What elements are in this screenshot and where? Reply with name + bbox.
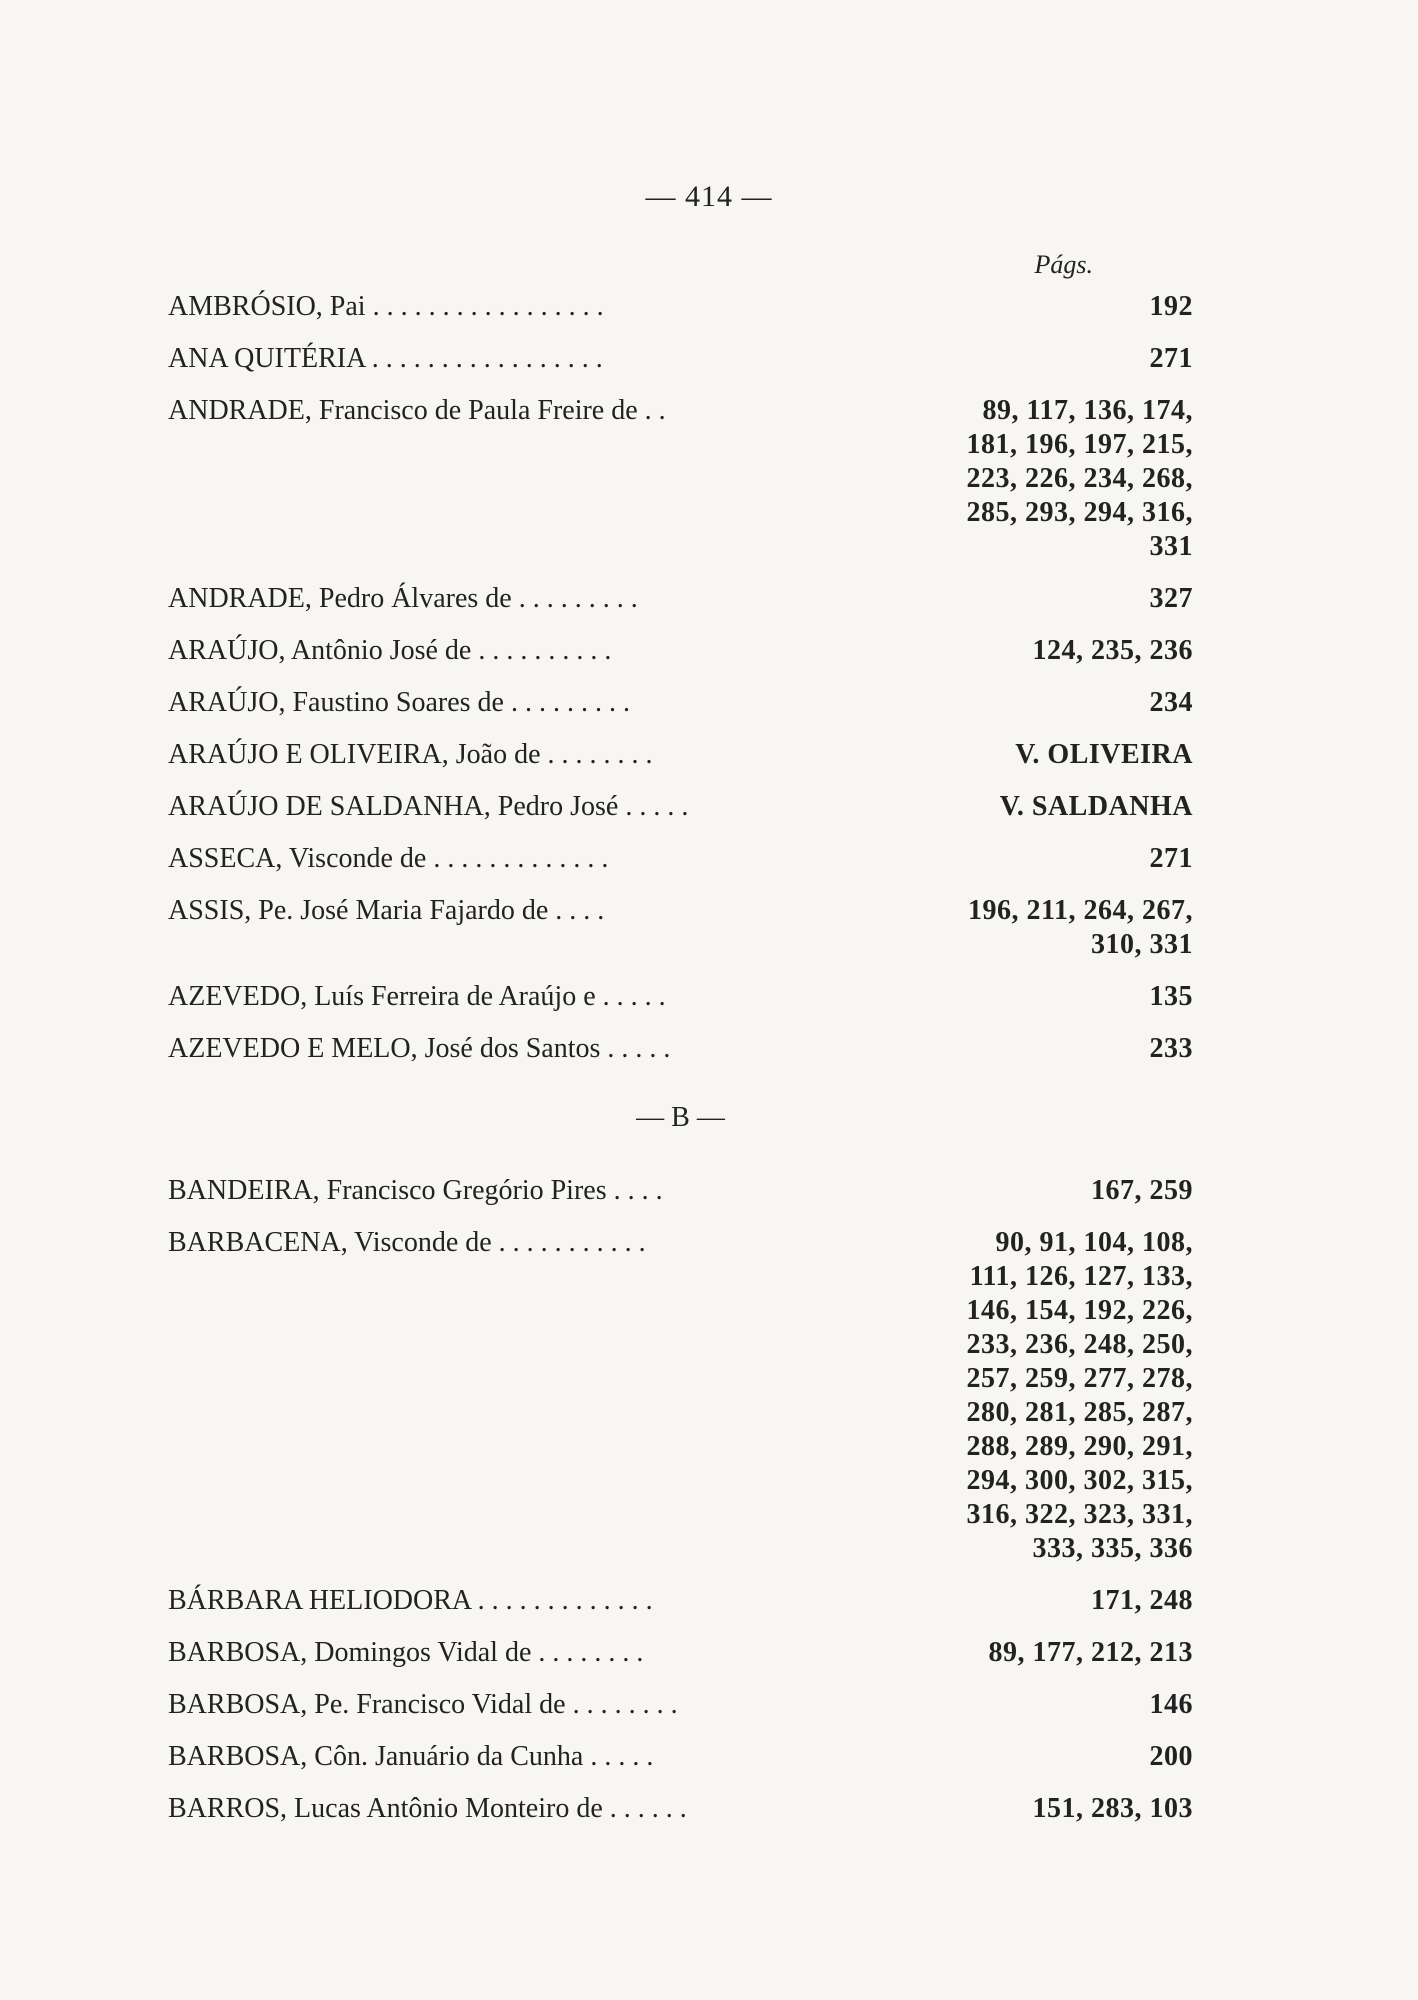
entry-name: BARROS, Lucas Antônio Monteiro de . . . . . . xyxy=(168,1793,687,1824)
page-reference-line: 294, 300, 302, 315, xyxy=(966,1465,1193,1496)
entry-pages xyxy=(848,1226,1193,1566)
entry-pages xyxy=(848,1740,1193,1774)
entry-pages xyxy=(848,1792,1193,1826)
entry-name: BARBOSA, Domingos Vidal de . . . . . . . . xyxy=(168,1637,644,1668)
pages-column-label: Págs. xyxy=(1034,250,1093,279)
index-entry xyxy=(168,738,1193,772)
index-list xyxy=(168,250,1193,1844)
entry-name: BARBOSA, Côn. Januário da Cunha . . . . . xyxy=(168,1741,654,1772)
index-entry xyxy=(168,1174,1193,1208)
entry-pages xyxy=(848,1636,1193,1670)
entry-name: ASSIS, Pe. José Maria Fajardo de . . . . xyxy=(168,895,605,926)
entry-name: ANA QUITÉRIA . . . . . . . . . . . . . . . . . xyxy=(168,343,603,374)
page-reference-line: 271 xyxy=(1149,343,1193,374)
index-entry xyxy=(168,582,1193,616)
entry-name: BARBOSA, Pe. Francisco Vidal de . . . . . . . . xyxy=(168,1689,678,1720)
page-reference-line: 327 xyxy=(1149,583,1193,614)
entry-name: AMBRÓSIO, Pai . . . . . . . . . . . . . . . . . xyxy=(168,291,604,322)
page-reference-line: 90, 91, 104, 108, xyxy=(995,1227,1193,1258)
page-reference-line: V. SALDANHA xyxy=(999,791,1193,822)
page-reference-line: 233, 236, 248, 250, xyxy=(966,1329,1193,1360)
page-reference-line: 181, 196, 197, 215, xyxy=(966,429,1193,460)
index-entry xyxy=(168,1584,1193,1618)
index-entry xyxy=(168,290,1193,324)
page-reference-line: 146, 154, 192, 226, xyxy=(966,1295,1193,1326)
page-reference-line: 288, 289, 290, 291, xyxy=(966,1431,1193,1462)
page-reference-line: 167, 259 xyxy=(1091,1175,1193,1206)
entry-name: ARAÚJO, Antônio José de . . . . . . . . . . xyxy=(168,635,612,666)
page-reference-line: 271 xyxy=(1149,843,1193,874)
entry-name: ASSECA, Visconde de . . . . . . . . . . . . . xyxy=(168,843,609,874)
entry-name: BARBACENA, Visconde de . . . . . . . . . . . xyxy=(168,1227,646,1258)
section-b xyxy=(168,1174,1193,1826)
entry-pages xyxy=(848,842,1193,876)
page-reference-line: 310, 331 xyxy=(1091,929,1193,960)
page-reference-line: 233 xyxy=(1149,1033,1193,1064)
page-reference-line: 135 xyxy=(1149,981,1193,1012)
index-entry xyxy=(168,1226,1193,1566)
entry-name: ANDRADE, Francisco de Paula Freire de . . xyxy=(168,395,666,426)
entry-name: ANDRADE, Pedro Álvares de . . . . . . . . . xyxy=(168,583,638,614)
page-reference-line: V. OLIVEIRA xyxy=(1015,739,1193,770)
index-entry xyxy=(168,842,1193,876)
entry-pages xyxy=(848,738,1193,772)
page-reference-line: 171, 248 xyxy=(1091,1585,1193,1616)
index-entry xyxy=(168,394,1193,564)
index-entry xyxy=(168,1792,1193,1826)
entry-name: AZEVEDO E MELO, José dos Santos . . . . . xyxy=(168,1033,671,1064)
entry-pages xyxy=(848,1688,1193,1722)
section-a xyxy=(168,290,1193,1066)
entry-name: ARAÚJO, Faustino Soares de . . . . . . . . . xyxy=(168,687,630,718)
index-entry xyxy=(168,980,1193,1014)
page-reference-line: 280, 281, 285, 287, xyxy=(966,1397,1193,1428)
page-reference-line: 200 xyxy=(1149,1741,1193,1772)
entry-pages xyxy=(848,894,1193,962)
page-reference-line: 192 xyxy=(1149,291,1193,322)
page-number: — 414 — xyxy=(645,180,773,213)
page-reference-line: 146 xyxy=(1149,1689,1193,1720)
page-reference-line: 196, 211, 264, 267, xyxy=(968,895,1193,926)
index-entry xyxy=(168,634,1193,668)
page-reference-line: 333, 335, 336 xyxy=(1032,1533,1193,1564)
entry-pages xyxy=(848,290,1193,324)
section-letter-b: — B — xyxy=(636,1102,725,1133)
page-reference-line: 124, 235, 236 xyxy=(1032,635,1193,666)
entry-pages xyxy=(848,1584,1193,1618)
entry-pages xyxy=(848,980,1193,1014)
entry-pages xyxy=(848,1174,1193,1208)
entry-pages xyxy=(848,342,1193,376)
index-entry xyxy=(168,1032,1193,1066)
index-entry xyxy=(168,1688,1193,1722)
page-reference-line: 331 xyxy=(1149,531,1193,562)
index-entry xyxy=(168,1740,1193,1774)
entry-pages xyxy=(848,1032,1193,1066)
page-reference-line: 234 xyxy=(1149,687,1193,718)
entry-name: BANDEIRA, Francisco Gregório Pires . . . . xyxy=(168,1175,663,1206)
index-entry xyxy=(168,1636,1193,1670)
entry-name: ARAÚJO E OLIVEIRA, João de . . . . . . . . xyxy=(168,739,653,770)
entry-name: BÁRBARA HELIODORA . . . . . . . . . . . . . xyxy=(168,1585,653,1616)
page-reference-line: 285, 293, 294, 316, xyxy=(966,497,1193,528)
entry-pages xyxy=(848,634,1193,668)
page-reference-line: 89, 117, 136, 174, xyxy=(982,395,1193,426)
index-entry xyxy=(168,686,1193,720)
page-reference-line: 223, 226, 234, 268, xyxy=(966,463,1193,494)
page-reference-line: 89, 177, 212, 213 xyxy=(988,1637,1193,1668)
page-reference-line: 111, 126, 127, 133, xyxy=(969,1261,1193,1292)
page-reference-line: 257, 259, 277, 278, xyxy=(966,1363,1193,1394)
entry-name: AZEVEDO, Luís Ferreira de Araújo e . . . . . xyxy=(168,981,666,1012)
page-reference-line: 316, 322, 323, 331, xyxy=(966,1499,1193,1530)
index-entry xyxy=(168,790,1193,824)
entry-name: ARAÚJO DE SALDANHA, Pedro José . . . . . xyxy=(168,791,689,822)
entry-pages xyxy=(848,394,1193,564)
entry-pages xyxy=(848,582,1193,616)
index-entry xyxy=(168,894,1193,962)
pages-column-header xyxy=(168,250,1193,290)
index-entry xyxy=(168,342,1193,376)
entry-pages xyxy=(848,790,1193,824)
entry-pages xyxy=(848,686,1193,720)
page-reference-line: 151, 283, 103 xyxy=(1032,1793,1193,1824)
